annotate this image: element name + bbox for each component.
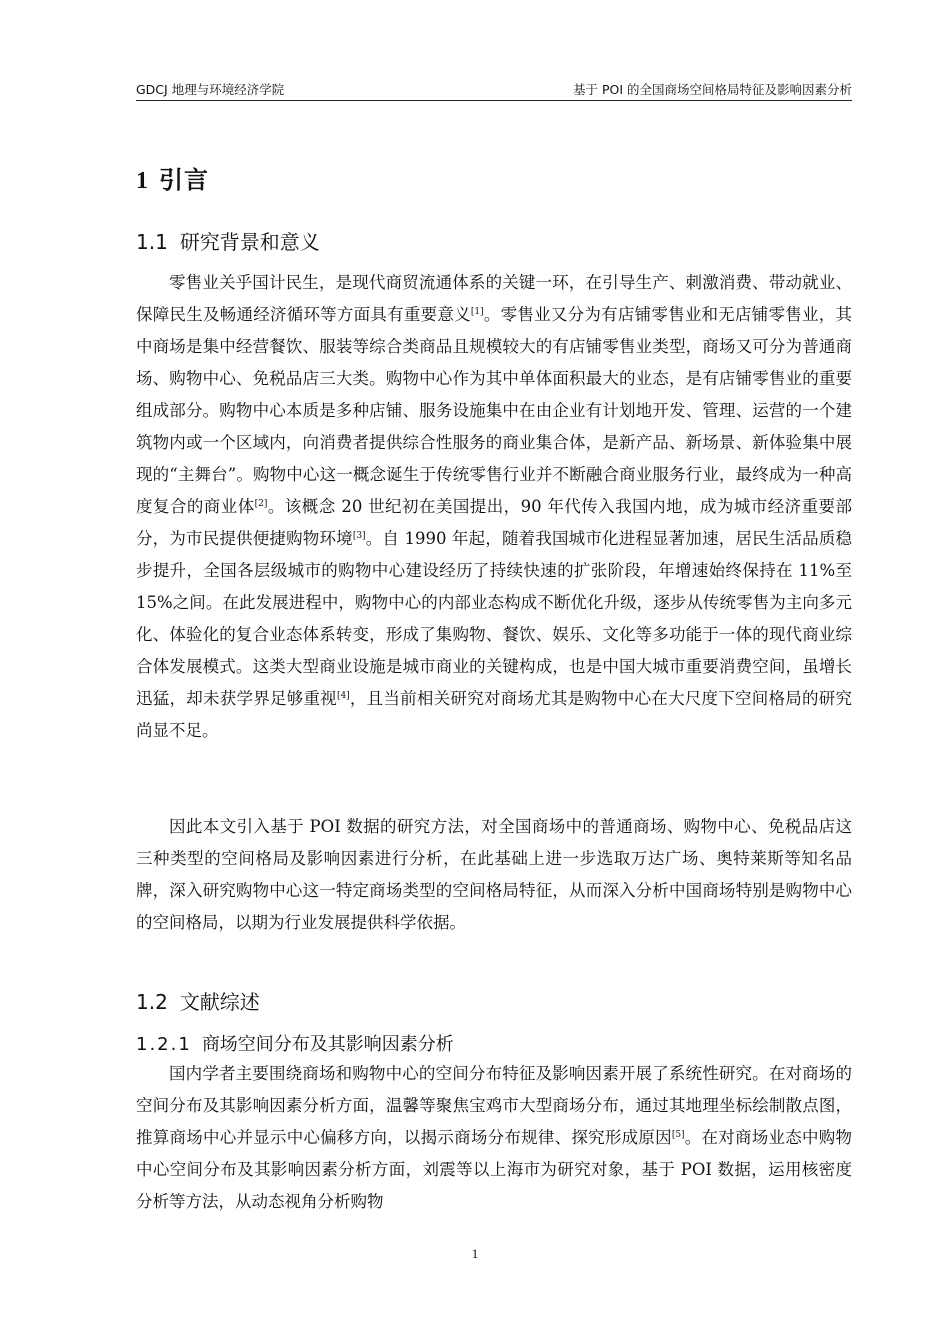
section-number: 1.2: [136, 990, 168, 1014]
citation-ref: [4]: [336, 691, 350, 701]
subsection-title: 商场空间分布及其影响因素分析: [201, 1034, 454, 1055]
citation-ref: [2]: [254, 499, 268, 509]
paragraph-text: 零售业关乎国计民生，是现代商贸流通体系的关键一环，在引导生产、刺激消费、带动就业、保障民生及畅通经济循环等方面具有重要意义: [136, 273, 852, 324]
subsection-number: 1.2.1: [136, 1034, 192, 1055]
paragraph-text: 。在对商场业态中购物中心空间分布及其影响因素分析方面，刘震等以上海市为研究对象，基于 POI 数据，运用核密度分析等方法，从动态视角分析购物: [136, 1128, 853, 1211]
paragraph-text: 。该概念 20 世纪初在美国提出，90 年代传入我国内地，成为城市经济重要部分，为市民提供便捷购物环境: [136, 497, 853, 548]
paragraph-literature: [136, 1058, 852, 1218]
paragraph-text: ，且当前相关研究对商场尤其是购物中心在大尺度下空间格局的研究尚显不足。: [136, 689, 853, 740]
subsection-heading-1-2-1: [136, 1030, 454, 1056]
paragraph-text: 。自 1990 年起，随着我国城市化进程显著加速，居民生活品质稳步提升，全国各层级城市的购物中心建设经历了持续快速的扩张阶段，年增速始终保持在 11%至 15%之间。在此发展进程中，购物中心的内部业态构成不断优化升级，逐步从传统零售为主向多元化、体验化的复合业态体系转变，形成了集购物、餐饮、娱乐、文化等多功能于一体的现代商业综合体发展模式。这类大型商业设施是城市商业的关键构成，也是中国大城市重要消费空间，虽增长迅猛，却未获学界足够重视: [136, 529, 853, 708]
section-number: 1.1: [136, 230, 168, 254]
section-title: 文献综述: [179, 990, 260, 1014]
chapter-number: 1: [136, 168, 149, 194]
header-paper-title: 基于 POI 的全国商场空间格局特征及影响因素分析: [572, 82, 852, 97]
citation-ref: [1]: [470, 307, 484, 317]
running-header: [136, 78, 852, 101]
chapter-heading: [136, 160, 209, 195]
paragraph-text: 。零售业又分为有店铺零售业和无店铺零售业，其中商场是集中经营餐饮、服装等综合类商品且规模较大的有店铺零售业类型，商场又可分为普通商场、购物中心、免税品店三大类。购物中心作为其中单体面积最大的业态，是有店铺零售业的重要组成部分。购物中心本质是多种店铺、服务设施集中在由企业有计划地开发、管理、运营的一个建筑物内或一个区域内，向消费者提供综合性服务的商业集合体，是新产品、新场景、新体验集中展现的“主舞台”。购物中心这一概念诞生于传统零售行业并不断融合商业服务行业，最终成为一种高度复合的商业体: [136, 305, 853, 516]
paragraph-background: [136, 267, 852, 747]
page-number: 1: [471, 1246, 479, 1261]
header-institution: GDCJ 地理与环境经济学院: [136, 82, 285, 97]
paragraph-text: 因此本文引入基于 POI 数据的研究方法，对全国商场中的普通商场、购物中心、免税品店这三种类型的空间格局及影响因素进行分析，在此基础上进一步选取万达广场、奥特莱斯等知名品牌，深入研究购物中心这一特定商场类型的空间格局特征，从而深入分析中国商场特别是购物中心的空间格局，以期为行业发展提供科学依据。: [136, 817, 852, 932]
section-heading-1-2: [136, 986, 260, 1015]
citation-ref: [3]: [352, 531, 366, 541]
section-heading-1-1: [136, 226, 320, 255]
paragraph-method: [136, 811, 852, 939]
paragraph-text: 国内学者主要围绕商场和购物中心的空间分布特征及影响因素开展了系统性研究。在对商场的空间分布及其影响因素分析方面，温馨等聚焦宝鸡市大型商场分布，通过其地理坐标绘制散点图，推算商场中心并显示中心偏移方向，以揭示商场分布规律、探究形成原因: [136, 1064, 852, 1147]
chapter-title: 引言: [159, 166, 209, 194]
citation-ref: [5]: [671, 1130, 685, 1140]
section-title: 研究背景和意义: [179, 230, 320, 254]
